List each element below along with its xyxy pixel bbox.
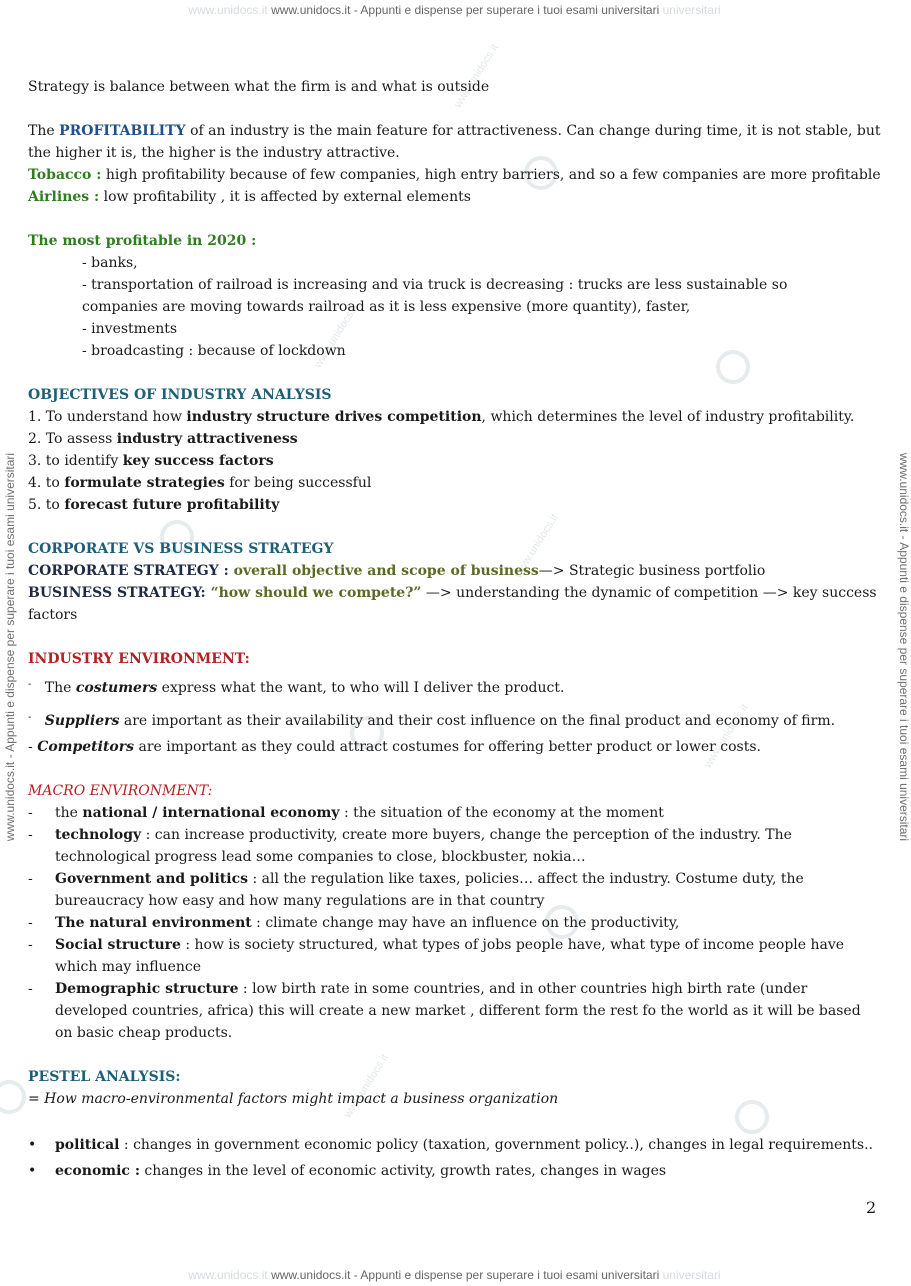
text-span: , which determines the level of industry profitability. bbox=[481, 409, 855, 425]
text-span: : low birth rate in some countries, and in other countries high birth rate (under developed countries, africa) this will create a new market , different form the rest fo the world as it will be based on basic cheap products. bbox=[55, 981, 861, 1041]
pestel-heading: PESTEL ANALYSIS: bbox=[28, 1069, 181, 1085]
bold-span: forecast future profitability bbox=[64, 497, 280, 513]
text-span: : all the regulation like taxes, policies… affect the industry. Costume duty, the bureaucracy how easy and how many regulations are in that country bbox=[55, 871, 804, 909]
watermark-diagonal: www.unidocs.it bbox=[312, 301, 361, 371]
text-span: —> understanding the dynamic of competition —> key success bbox=[421, 585, 877, 601]
watermark-diagonal: www.unidocs.it bbox=[702, 701, 751, 771]
macro-item: - Government and politics : all the regulation like taxes, policies… affect the industry. Costume duty, the bureaucracy how easy and how many regulations are in that country bbox=[28, 871, 804, 909]
text-span: : how is society structured, what types of jobs people have, what type of income people have which may influence bbox=[55, 937, 845, 975]
macro-item: - Social structure : how is society structured, what types of jobs people have, what type of income people have which may influence bbox=[28, 937, 845, 975]
italic-term: costumers bbox=[75, 680, 158, 696]
watermark-left: www.unidocs.it - Appunti e dispense per superare i tuoi esami universitari bbox=[3, 452, 17, 842]
bold-span: key success factors bbox=[122, 453, 274, 469]
watermark-ghost-right: universitari bbox=[662, 3, 721, 17]
industry-environment-heading: INDUSTRY ENVIRONMENT: bbox=[28, 651, 250, 667]
objective-item bbox=[28, 472, 878, 494]
profitability-line-2: the higher it is, the higher is the industry attractive. bbox=[28, 145, 400, 161]
text-span: The bbox=[44, 680, 76, 696]
bold-span: The natural environment bbox=[55, 915, 252, 931]
italic-term: Suppliers bbox=[44, 713, 120, 729]
watermark-bottom-text: www.unidocs.it - Appunti e dispense per superare i tuoi esami universitari bbox=[271, 1268, 660, 1282]
industry-item: - Competitors are important as they could attract costumes for offering better product or lower costs. bbox=[28, 739, 761, 755]
bold-span: Demographic structure bbox=[55, 981, 239, 997]
objective-item bbox=[28, 494, 878, 516]
industry-item: - The costumers express what the want, to who will I deliver the product. bbox=[28, 679, 565, 696]
watermark-ghost-right: universitari bbox=[662, 1268, 721, 1282]
pestel-list bbox=[28, 1132, 878, 1184]
bold-span: technology bbox=[55, 827, 142, 843]
objective-item bbox=[28, 428, 878, 450]
industry-item: - Suppliers are important as their availability and their cost influence on the final product and economy of firm. bbox=[28, 712, 836, 729]
list-item: - transportation of railroad is increasing and via truck is decreasing : trucks are less sustainable so bbox=[82, 277, 788, 293]
text-span: 5. to bbox=[28, 497, 65, 513]
text-span: : changes in government economic policy (taxation, government policy..), changes in legal requirements.. bbox=[119, 1137, 873, 1153]
text-span: are important as their availability and their cost influence on the final product and economy of firm. bbox=[119, 713, 836, 729]
watermark-right: www.unidocs.it - Appunti e dispense per superare i tuoi esami universitari bbox=[897, 452, 911, 842]
text-span: 4. to bbox=[28, 475, 65, 491]
text-span: express what the want, to who will I deliver the product. bbox=[157, 680, 565, 696]
corporate-label: CORPORATE STRATEGY : bbox=[28, 563, 229, 579]
macro-item: - the national / international economy : the situation of the economy at the moment bbox=[28, 805, 664, 821]
text-span: —> Strategic business portfolio bbox=[538, 563, 766, 579]
intro-text: Strategy is balance between what the firm is and what is outside bbox=[28, 79, 490, 95]
watermark-ghost-left: www.unidocs.it bbox=[188, 3, 268, 17]
watermark-top-text: www.unidocs.it - Appunti e dispense per superare i tuoi esami universitari bbox=[271, 3, 660, 17]
business-label: BUSINESS STRATEGY: bbox=[28, 585, 206, 601]
watermark-diagonal: www.unidocs.it bbox=[342, 1051, 391, 1121]
text-span: for being successful bbox=[224, 475, 372, 491]
text-span: : the situation of the economy at the moment bbox=[339, 805, 664, 821]
macro-item: - The natural environment : climate change may have an influence on the productivity, bbox=[28, 915, 680, 931]
italic-term: Competitors bbox=[37, 739, 135, 755]
pestel-subtitle: = How macro-environmental factors might impact a business organization bbox=[28, 1091, 559, 1107]
airlines-label: Airlines : bbox=[28, 189, 100, 205]
bold-span: “how should we compete?” bbox=[205, 585, 422, 601]
objectives-heading: OBJECTIVES OF INDUSTRY ANALYSIS bbox=[28, 387, 332, 403]
corporate-strategy-line bbox=[28, 560, 878, 582]
bold-span: formulate strategies bbox=[64, 475, 225, 491]
watermark-logo-icon bbox=[0, 1080, 26, 1114]
list-item: - investments bbox=[82, 321, 178, 337]
corporate-heading: CORPORATE VS BUSINESS STRATEGY bbox=[28, 541, 334, 557]
list-item: companies are moving towards railroad as it is less expensive (more quantity), faster, bbox=[82, 299, 691, 315]
bold-span: Government and politics bbox=[55, 871, 248, 887]
tobacco-line bbox=[28, 164, 881, 186]
text-span: low profitability , it is affected by external elements bbox=[99, 189, 471, 205]
list-item: - banks, bbox=[82, 255, 138, 271]
text-span: of an industry is the main feature for attractiveness. Can change during time, it is not stable, but bbox=[185, 123, 881, 139]
tobacco-label: Tobacco : bbox=[28, 167, 102, 183]
objective-item bbox=[28, 450, 878, 472]
watermark-top bbox=[0, 3, 909, 17]
text-span: 1. To understand how bbox=[28, 409, 187, 425]
text-span: : can increase productivity, create more buyers, change the perception of the industry. The technological progress lead some companies to close, blockbuster, nokia… bbox=[55, 827, 792, 865]
bold-span: industry structure drives competition bbox=[186, 409, 482, 425]
airlines-line bbox=[28, 186, 878, 208]
list-item: - broadcasting : because of lockdown bbox=[82, 343, 346, 359]
text-span: high profitability because of few companies, high entry barriers, and so a few companies are more profitable bbox=[101, 167, 881, 183]
profitability-term: PROFITABILITY bbox=[59, 123, 186, 139]
text-span: The bbox=[28, 123, 60, 139]
most-profitable-heading: The most profitable in 2020 : bbox=[28, 233, 257, 249]
bold-span: overall objective and scope of business bbox=[228, 563, 539, 579]
pestel-item: • political : changes in government economic policy (taxation, government policy..), changes in legal requirements.. bbox=[28, 1137, 873, 1153]
text-span: : climate change may have an influence on the productivity, bbox=[251, 915, 680, 931]
watermark-diagonal: www.unidocs.it bbox=[512, 511, 561, 581]
macro-list bbox=[28, 802, 878, 1044]
text-span: 3. to identify bbox=[28, 453, 123, 469]
bold-span: economic : bbox=[55, 1163, 140, 1179]
business-strategy-line bbox=[28, 582, 878, 604]
page-number: 2 bbox=[866, 1198, 877, 1217]
text-span: the bbox=[55, 805, 83, 821]
bold-span: political bbox=[55, 1137, 120, 1153]
watermark-ghost-left: www.unidocs.it bbox=[188, 1268, 268, 1282]
watermark-diagonal: www.unidocs.it bbox=[452, 41, 501, 111]
business-strategy-line-2: factors bbox=[28, 607, 78, 623]
text-span: are important as they could attract costumes for offering better product or lower costs. bbox=[134, 739, 761, 755]
macro-item: - Demographic structure : low birth rate in some countries, and in other countries high birth rate (under developed countries, africa) this will create a new market , different form the rest fo the world as it will be based on basic cheap products. bbox=[28, 981, 861, 1041]
bold-span: Social structure bbox=[55, 937, 181, 953]
macro-environment-heading: MACRO ENVIRONMENT: bbox=[28, 783, 213, 799]
bold-span: industry attractiveness bbox=[116, 431, 298, 447]
objective-item bbox=[28, 406, 878, 428]
bold-span: national / international economy bbox=[82, 805, 340, 821]
text-span: changes in the level of economic activity, growth rates, changes in wages bbox=[139, 1163, 667, 1179]
page-content bbox=[28, 76, 881, 1184]
text-span: 2. To assess bbox=[28, 431, 117, 447]
macro-item: - technology : can increase productivity, create more buyers, change the perception of the industry. The technological progress lead some companies to close, blockbuster, nokia… bbox=[28, 827, 792, 865]
pestel-item: • economic : changes in the level of economic activity, growth rates, changes in wages bbox=[28, 1163, 667, 1179]
profitability-line bbox=[28, 120, 881, 142]
watermark-bottom bbox=[0, 1268, 909, 1282]
